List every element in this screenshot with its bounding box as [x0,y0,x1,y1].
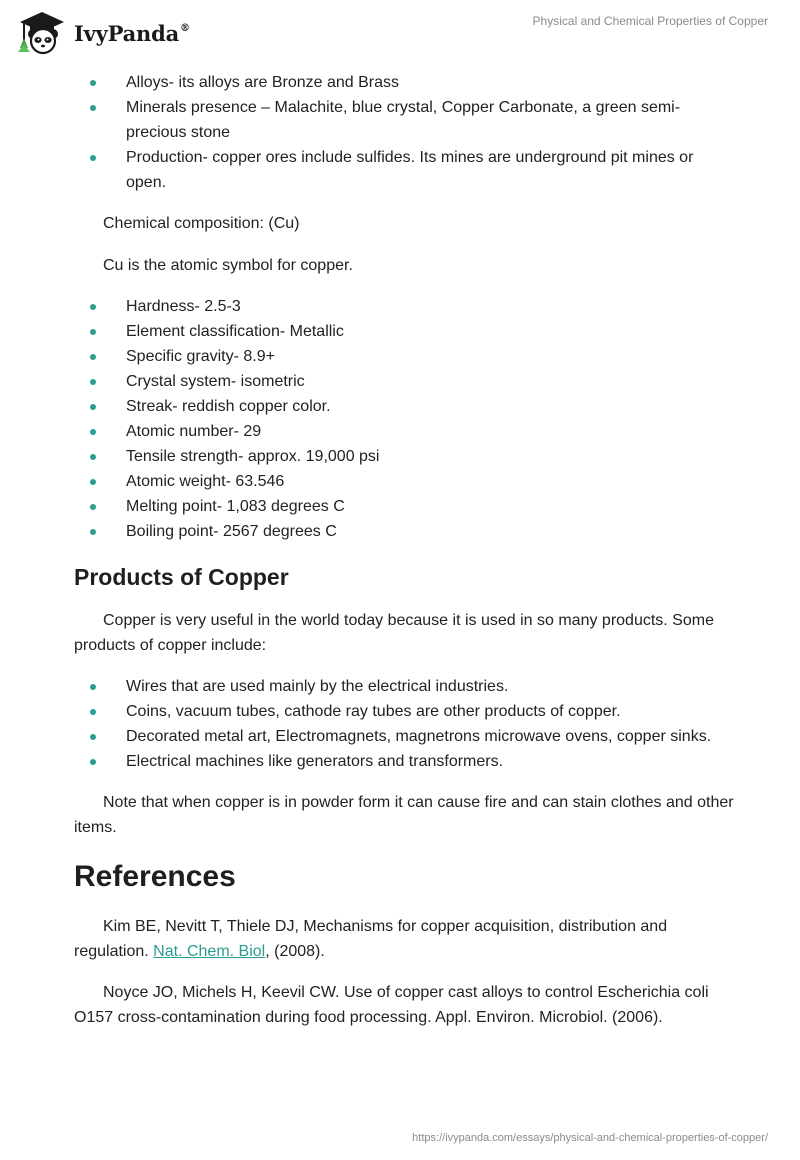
bullet-icon [90,454,96,460]
list-item: Electrical machines like generators and transformers. [74,749,734,774]
list-item: Element classification- Metallic [74,319,734,344]
references-heading: References [74,860,236,893]
reference-2: Noyce JO, Michels H, Keevil CW. Use of copper cast alloys to control Escherichia coli O157 cross-contamination during food processing. Appl. Environ. Microbiol. (2006). [74,984,709,1026]
list-item: Specific gravity- 8.9+ [74,344,734,369]
list-item: Atomic weight- 63.546 [74,469,734,494]
paragraph-composition: Chemical composition: (Cu) [103,215,300,232]
list-item: Hardness- 2.5-3 [74,294,734,319]
list-item: Coins, vacuum tubes, cathode ray tubes are other products of copper. [74,699,734,724]
list-item: Decorated metal art, Electromagnets, magnetrons microwave ovens, copper sinks. [74,724,734,749]
list-item: Tensile strength- approx. 19,000 psi [74,444,734,469]
panda-logo-icon [14,8,70,56]
bullet-icon [90,759,96,765]
paragraph-products-intro: Copper is very useful in the world today because it is used in so many products. Some products of copper include: [74,612,714,654]
products-heading: Products of Copper [74,564,289,590]
reference-1: Kim BE, Nevitt T, Thiele DJ, Mechanisms for copper acquisition, distribution and regulation. Nat. Chem. Biol, (2008). [74,918,668,960]
list-item: Production- copper ores include sulfides. Its mines are underground pit mines or open. [74,145,734,195]
bullet-icon [90,354,96,360]
running-title: Physical and Chemical Properties of Copper [532,14,768,28]
bullet-icon [90,404,96,410]
list-products [74,674,734,774]
bullet-icon [90,379,96,385]
list-item: Streak- reddish copper color. [74,394,734,419]
brand-name: IvyPanda® [74,20,190,46]
paragraph-symbol: Cu is the atomic symbol for copper. [103,257,353,274]
article-body [74,70,734,1030]
footer-url[interactable]: https://ivypanda.com/essays/physical-and-chemical-properties-of-copper/ [412,1132,768,1144]
bullet-icon [90,479,96,485]
list-item: Melting point- 1,083 degrees C [74,494,734,519]
list-item: Wires that are used mainly by the electrical industries. [74,674,734,699]
bullet-icon [90,155,96,161]
paragraph-note: Note that when copper is in powder form it can cause fire and can stain clothes and other items. [74,794,734,836]
bullet-icon [90,734,96,740]
bullet-icon [90,529,96,535]
bullet-icon [90,429,96,435]
list-item: Alloys- its alloys are Bronze and Brass [74,70,734,95]
bullet-icon [90,684,96,690]
reference-1-link[interactable]: Nat. Chem. Biol [153,943,266,960]
list-item: Crystal system- isometric [74,369,734,394]
page-header [0,0,800,60]
list-item: Minerals presence – Malachite, blue crystal, Copper Carbonate, a green semi-precious stone [74,95,734,145]
list-top [74,70,734,195]
list-properties [74,294,734,544]
bullet-icon [90,504,96,510]
bullet-icon [90,329,96,335]
bullet-icon [90,105,96,111]
bullet-icon [90,304,96,310]
list-item: Atomic number- 29 [74,419,734,444]
brand-logo[interactable] [14,8,190,56]
list-item: Boiling point- 2567 degrees C [74,519,734,544]
bullet-icon [90,80,96,86]
bullet-icon [90,709,96,715]
